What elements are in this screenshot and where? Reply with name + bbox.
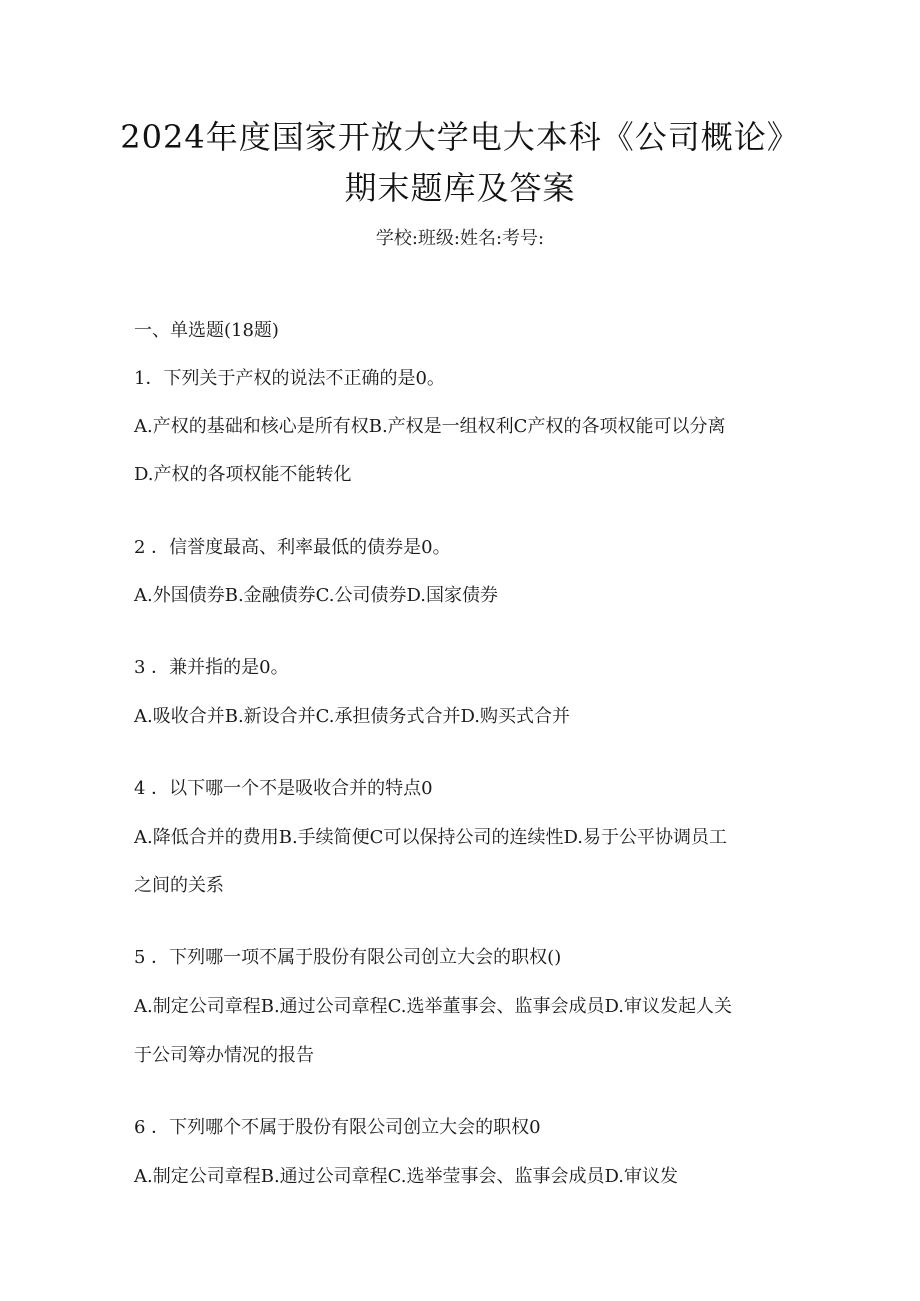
- question-1-options-cont: D.产权的各项权能不能转化: [134, 464, 352, 485]
- question-2-stem: 2 ．信誉度最高、利率最低的债券是0。: [134, 537, 451, 558]
- question-6-options: A.制定公司章程B.通过公司章程C.选举莹事会、监事会成员D.审议发: [134, 1166, 679, 1187]
- question-5-stem: 5 ．下列哪一项不属于股份有限公司创立大会的职权(): [134, 947, 562, 968]
- question-1-stem: 1．下列关于产权的说法不正确的是0。: [134, 368, 445, 389]
- question-3-stem: 3 ．兼并指的是0。: [134, 657, 289, 678]
- section-heading: 一、单选题(18题): [134, 320, 279, 341]
- question-3-options: A.吸收合并B.新设合并C.承担债务式合并D.购买式合并: [134, 706, 571, 727]
- question-4-stem: 4 ．以下哪一个不是吸收合并的特点0: [134, 778, 433, 799]
- question-5-options-cont: 于公司筹办情况的报告: [134, 1045, 314, 1066]
- question-2-options: A.外国债券B.金融债券C.公司债券D.国家债券: [134, 585, 499, 606]
- document-title-line2: 期末题库及答案: [344, 169, 576, 207]
- question-1-options: A.产权的基础和核心是所有权B.产权是一组权利C产权的各项权能可以分离: [134, 416, 726, 437]
- question-4-options: A.降低合并的费用B.手续简便C可以保持公司的连续性D.易于公平协调员工: [134, 827, 727, 848]
- question-6-stem: 6 ．下列哪个不属于股份有限公司创立大会的职权0: [134, 1117, 541, 1138]
- question-5-options: A.制定公司章程B.通过公司章程C.选举董事会、监事会成员D.审议发起人关: [134, 996, 733, 1017]
- question-4-options-cont: 之间的关系: [134, 875, 224, 896]
- document-title-line1: 2024年度国家开放大学电大本科《公司概论》: [120, 118, 800, 156]
- student-info-line: 学校:班级:姓名:考号:: [375, 228, 545, 249]
